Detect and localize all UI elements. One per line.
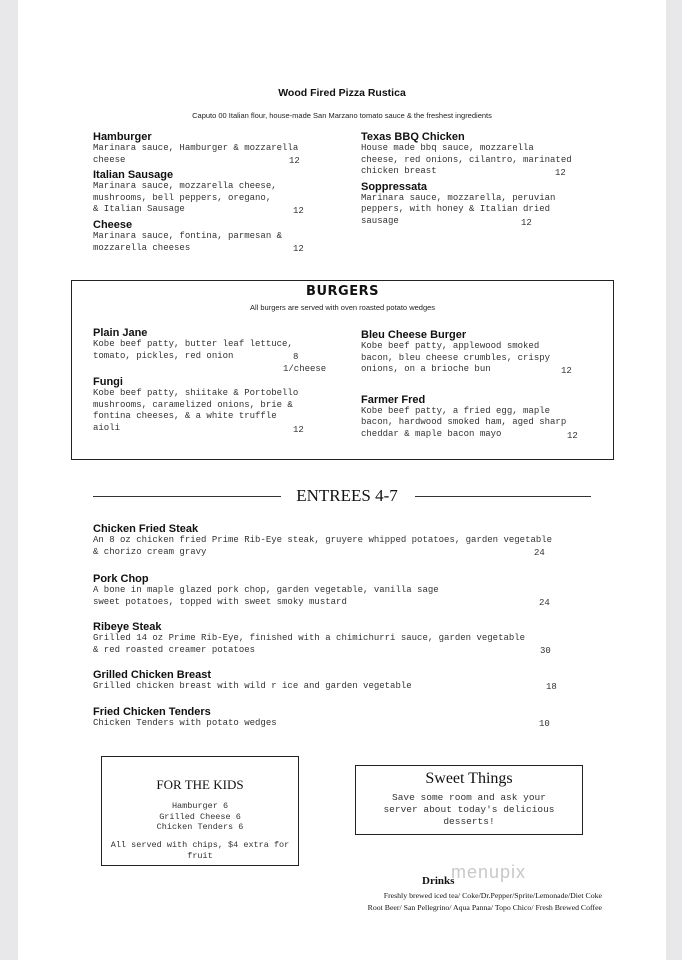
menu-item	[93, 706, 593, 730]
item-price: 12	[521, 217, 532, 228]
item-desc-line: & Italian Sausage	[93, 204, 185, 215]
item-price: 12	[293, 206, 304, 217]
item-desc-line: chicken breast	[361, 166, 437, 177]
menu-item	[93, 169, 323, 216]
menu-page	[18, 0, 666, 960]
item-price: 12	[293, 243, 304, 254]
item-name: Hamburger	[93, 131, 152, 143]
item-name: Texas BBQ Chicken	[361, 131, 465, 143]
item-price-extra: 1/cheese	[283, 364, 327, 374]
kids-items	[102, 801, 298, 833]
item-desc-line: onions, on a brioche bun	[361, 364, 491, 375]
item-desc-line: Kobe beef patty, a fried egg, maple	[361, 405, 551, 416]
item-desc-line: peppers, with honey & Italian dried	[361, 204, 551, 215]
drinks-title: Drinks	[422, 875, 455, 887]
item-name: Bleu Cheese Burger	[361, 329, 467, 341]
drinks-line: Freshly brewed iced tea/ Coke/Dr.Pepper/Sprite/Lemonade/Diet Coke	[383, 891, 602, 900]
sweet-things-text	[356, 792, 582, 828]
pizza-section-subtitle: Caputo 00 Italian flour, house-made San Marzano tomato sauce & the freshest ingredients	[192, 111, 492, 120]
menu-item	[361, 394, 606, 441]
item-name: Chicken Fried Steak	[93, 523, 199, 535]
kids-box	[101, 756, 299, 866]
kids-item: Chicken Tenders 6	[156, 822, 244, 832]
kids-item: Grilled Cheese 6	[159, 811, 241, 822]
entrees-divider-left	[93, 496, 281, 497]
item-desc-line: Marinara sauce, mozzarella, peruvian	[361, 192, 556, 203]
item-desc-line: cheddar & maple bacon mayo	[361, 428, 502, 439]
sweet-things-title: Sweet Things	[425, 770, 513, 787]
item-price: 12	[567, 430, 578, 441]
burgers-box	[71, 280, 614, 460]
item-desc-line: & red roasted creamer potatoes	[93, 644, 256, 655]
item-desc-line: & chorizo cream gravy	[93, 546, 207, 557]
item-name: Grilled Chicken Breast	[93, 669, 211, 681]
item-desc-line: Kobe beef patty, butter leaf lettuce,	[93, 339, 293, 349]
menu-item	[93, 219, 323, 254]
kids-item: Hamburger 6	[171, 801, 229, 811]
item-desc-line: cheese, red onions, cilantro, marinated	[361, 154, 572, 165]
item-name: Farmer Fred	[361, 393, 426, 406]
drinks-line: Root Beer/ San Pellegrino/ Aqua Panna/ Topo Chico/ Fresh Brewed Coffee	[367, 903, 602, 912]
item-desc-line: mushrooms, caramelized onions, brie &	[93, 399, 293, 410]
item-desc-line: Kobe beef patty, shiitake & Portobello	[93, 388, 299, 399]
sweet-line: desserts!	[443, 816, 495, 827]
burgers-right-column	[361, 329, 606, 441]
item-name: Cheese	[93, 218, 133, 231]
sweet-line: Save some room and ask your	[392, 792, 546, 803]
item-desc-line: Grilled chicken breast with wild r ice and garden vegetable	[93, 681, 412, 691]
pizza-section-title: Wood Fired Pizza Rustica	[278, 87, 406, 99]
item-desc-line: A bone in maple glazed pork chop, garden vegetable, vanilla sage	[93, 585, 439, 595]
item-price: 24	[539, 598, 550, 608]
item-name: Ribeye Steak	[93, 621, 162, 633]
item-name: Plain Jane	[93, 327, 148, 339]
item-price: 12	[289, 156, 300, 166]
drinks-list	[312, 890, 602, 914]
item-desc-line: bacon, bleu cheese crumbles, crispy	[361, 352, 551, 363]
pizza-left-column	[93, 131, 323, 254]
item-price: 12	[293, 425, 304, 436]
item-desc-line: Marinara sauce, fontina, parmesan &	[93, 230, 283, 241]
item-name: Fungi	[93, 376, 123, 389]
item-desc-line: mozzarella cheeses	[93, 242, 191, 253]
item-price: 12	[561, 366, 572, 376]
burgers-section-title: BURGERS	[306, 284, 379, 299]
item-desc-line: sausage	[361, 215, 399, 226]
item-desc-line: sweet potatoes, topped with sweet smoky mustard	[93, 596, 347, 607]
item-price: 12	[555, 168, 566, 178]
entrees-divider-right	[415, 496, 591, 497]
burgers-left-column	[93, 327, 333, 435]
item-desc-line: cheese	[93, 154, 126, 165]
item-price: 10	[539, 719, 550, 729]
item-price: 18	[546, 682, 557, 692]
kids-note	[102, 840, 298, 861]
item-desc-line: House made bbq sauce, mozzarella	[361, 143, 534, 153]
item-desc-line: fontina cheeses, & a white truffle	[93, 411, 277, 422]
menu-item	[93, 376, 333, 434]
menu-item	[93, 573, 593, 608]
item-desc-line: Marinara sauce, Hamburger & mozzarella	[93, 143, 299, 153]
menu-item	[93, 327, 333, 374]
item-desc-line: Chicken Tenders with potato wedges	[93, 718, 277, 728]
kids-title: FOR THE KIDS	[156, 777, 244, 792]
entrees-section-title: ENTREES 4-7	[296, 486, 398, 505]
item-desc-line: aioli	[93, 422, 121, 433]
menu-item	[93, 131, 323, 166]
item-name: Pork Chop	[93, 573, 149, 585]
item-price: 30	[540, 646, 551, 656]
item-name: Fried Chicken Tenders	[93, 706, 211, 718]
menu-item	[93, 669, 593, 693]
item-desc-line: An 8 oz chicken fried Prime Rib-Eye steak, gruyere whipped potatoes, garden vegetable	[93, 535, 553, 545]
item-desc-line: tomato, pickles, red onion	[93, 350, 234, 361]
menu-item	[361, 181, 611, 228]
item-desc-line: bacon, hardwood smoked ham, aged sharp	[361, 417, 567, 428]
kids-note-line: fruit	[187, 850, 213, 861]
item-desc-line: Marinara sauce, mozzarella cheese,	[93, 181, 277, 192]
pizza-right-column	[361, 131, 611, 228]
watermark-logo: menupix	[451, 862, 527, 882]
sweet-things-box	[355, 765, 583, 835]
item-desc-line: mushrooms, bell peppers, oregano,	[93, 192, 272, 203]
menu-item	[361, 131, 611, 178]
item-price: 24	[534, 548, 545, 558]
burgers-section-subtitle: All burgers are served with oven roasted potato wedges	[249, 303, 436, 312]
menu-item	[361, 329, 606, 376]
menu-item	[93, 621, 593, 656]
item-name: Soppressata	[361, 180, 428, 193]
item-name: Italian Sausage	[93, 169, 174, 182]
item-price: 8	[293, 352, 299, 362]
item-desc-line: Kobe beef patty, applewood smoked	[361, 341, 540, 351]
menu-item	[93, 523, 593, 558]
kids-note-line: All served with chips, $4 extra for	[110, 840, 290, 850]
sweet-line: server about today's delicious	[383, 804, 555, 815]
item-desc-line: Grilled 14 oz Prime Rib-Eye, finished with a chimichurri sauce, garden vegetable	[93, 633, 526, 643]
